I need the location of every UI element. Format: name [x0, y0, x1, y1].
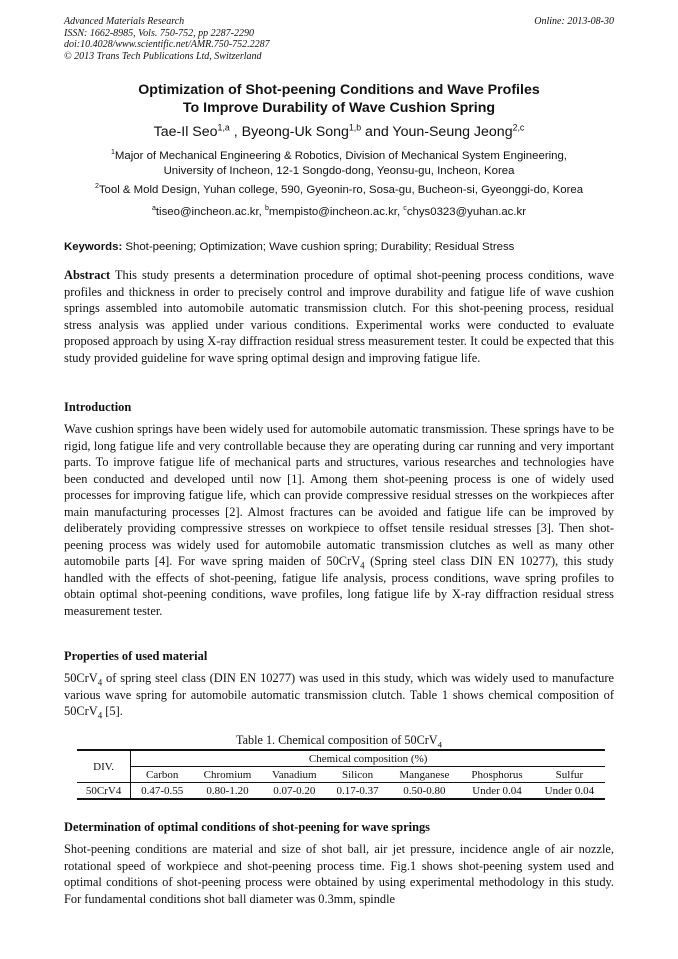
paper-title: [64, 82, 614, 117]
properties-text-3: [5].: [102, 704, 123, 718]
introduction-text: [64, 421, 614, 619]
table-cell: 0.50-0.80: [388, 783, 460, 800]
table-caption-subscript: 4: [437, 739, 442, 750]
affiliation-1-sup: 1: [111, 149, 115, 157]
determination-text: Shot-peening conditions are material and size of shot ball, air jet pressure, incidence angle of air nozzle, rotational speed of workpiece and shot-peening process time. Fig.1 shows shot-peening system used and optimal conditions of shot-peening process were obtained by using experimental methodology in this study. For fundamental conditions shot ball diameter was 0.3mm, spindle: [64, 842, 614, 906]
composition-table: [77, 749, 605, 800]
table-cell: 0.80-1.20: [193, 783, 262, 800]
introduction-heading: Introduction: [64, 400, 132, 414]
affiliation-1: [64, 149, 614, 179]
email-a: tiseo@incheon.ac.kr,: [155, 206, 265, 218]
journal-header: [64, 16, 270, 62]
table-group-header: Chemical composition (%): [131, 750, 605, 767]
author-3: and Youn-Seung Jeong: [361, 124, 513, 140]
table-column-header: Sulfur: [555, 768, 584, 781]
title-line-1: Optimization of Shot-peening Conditions and Wave Profiles: [138, 82, 540, 98]
doi-line: doi:10.4028/www.scientific.net/AMR.750-752.2287: [64, 39, 270, 50]
introduction-subscript: 4: [360, 560, 365, 571]
table-row-label: 50CrV4: [77, 783, 131, 800]
table-column-header: Manganese: [399, 768, 450, 781]
table-column-header: Vanadium: [271, 768, 317, 781]
abstract-text: This study presents a determination procedure of optimal shot-peening process conditions, wave profiles and thickness in order to precisely control and improve durability and fatigue life of wave cushion springs assembled into automobile automatic transmission clutch. For this shot-peening process, residual stress analysis was applied under various conditions. Experimental works were conducted to evaluate proposed approach by using X-ray diffraction residual stress measurement tester. It could be expected that this study provided guideline for wave spring optimal design and improving fatigue life.: [64, 268, 614, 365]
online-date: Online: 2013-08-30: [534, 16, 614, 27]
introduction-text-part-1: Wave cushion springs have been widely used for automobile automatic transmission. These springs have to be rigid, long fatigue life and very controllable because they are operating during car running and very important parts. To improve fatigue life of mechanical parts and structures, various researches and technologies have been conducted and developed until now [1]. Among them shot-peening process is one of widely used processes for improving fatigue life, which can provide compressive residual stresses on the workpieces after main manufacturing processes [2]. Almost fractures can be avoided and fatigue life can be improved by deliberately providing compressive stresses on workpiece to offset tensile residual stresses [3]. Then shot-peening process was widely used for automobile automatic transmission clutches as well as many other automobile parts [4]. For wave spring maiden of 50CrV: [64, 422, 614, 568]
email-a-sup: a: [151, 205, 156, 213]
table-column-header: Phosphorus: [471, 768, 523, 781]
email-c-sup: c: [403, 205, 407, 213]
properties-text-2: of spring steel class (DIN EN 10277) was used in this study, which was widely used to manufacture various wave spring for automobile automatic transmission clutch. Table 1 shows chemical composition of 50CrV: [64, 671, 614, 718]
table-column-header: Silicon: [341, 768, 374, 781]
abstract-label: Abstract: [64, 268, 111, 282]
properties-heading: Properties of used material: [64, 649, 208, 663]
properties-text: [64, 670, 614, 720]
table-column-header: Carbon: [145, 768, 179, 781]
affiliation-2-text: Tool & Mold Design, Yuhan college, 590, Gyeonin-ro, Sosa-gu, Bucheon-si, Gyeonggi-do, Korea: [98, 184, 584, 196]
determination-heading: Determination of optimal conditions of shot-peening for wave springs: [64, 820, 430, 834]
journal-name: Advanced Materials Research: [64, 16, 185, 27]
affiliation-2-sup: 2: [94, 183, 99, 191]
author-1: Tae-Il Seo: [153, 124, 218, 140]
author-3-sup: 2,c: [512, 122, 525, 133]
affiliation-2: [64, 183, 614, 198]
abstract: [64, 267, 614, 366]
keywords-text: Shot-peening; Optimization; Wave cushion spring; Durability; Residual Stress: [122, 241, 515, 253]
author-list: [64, 124, 614, 140]
affiliation-1-line-2: University of Incheon, 12-1 Songdo-dong, Yeonsu-gu, Incheon, Korea: [163, 165, 515, 177]
properties-subscript-1: 4: [97, 677, 103, 688]
properties-text-1: 50CrV: [64, 671, 98, 685]
table-cell: 0.17-0.37: [327, 783, 389, 800]
table-cell: Under 0.04: [534, 783, 605, 800]
introduction-text-part-2: (Spring steel class DIN EN 10277), this study handled with the effects of shot-peening, fatigue life analysis, process conditions, wave spring profiles to obtain optimal shot-peening conditions, wave profiles, long fatigue life by X-ray diffraction residual stress measurement tester.: [64, 554, 614, 618]
author-emails: [64, 205, 614, 220]
title-line-2: To Improve Durability of Wave Cushion Spring: [182, 99, 496, 116]
email-b: mempisto@incheon.ac.kr,: [268, 206, 404, 218]
author-2-sup: 1,b: [348, 122, 362, 133]
properties-subscript-2: 4: [97, 710, 103, 721]
table-cell: Under 0.04: [460, 783, 533, 800]
table-cell: 0.07-0.20: [262, 783, 327, 800]
table-column-header: Chromium: [203, 768, 252, 781]
keywords-label: Keywords:: [64, 241, 123, 253]
author-1-sup: 1,a: [217, 122, 230, 133]
table-caption: [64, 733, 614, 748]
table-caption-text: Table 1. Chemical composition of 50CrV: [236, 733, 438, 747]
author-2: , Byeong-Uk Song: [229, 124, 349, 140]
copyright-line: © 2013 Trans Tech Publications Ltd, Switzerland: [64, 50, 262, 62]
keywords: [64, 241, 614, 253]
email-c: chys0323@yuhan.ac.kr: [406, 206, 527, 218]
table-div-header: DIV.: [77, 750, 131, 783]
issn-line: ISSN: 1662-8985, Vols. 750-752, pp 2287-2290: [64, 27, 254, 39]
affiliation-1-line-1: Major of Mechanical Engineering & Robotics, Division of Mechanical System Engineering,: [114, 150, 567, 162]
table-row: [77, 783, 605, 800]
table-cell: 0.47-0.55: [131, 783, 193, 800]
email-b-sup: b: [264, 205, 269, 213]
